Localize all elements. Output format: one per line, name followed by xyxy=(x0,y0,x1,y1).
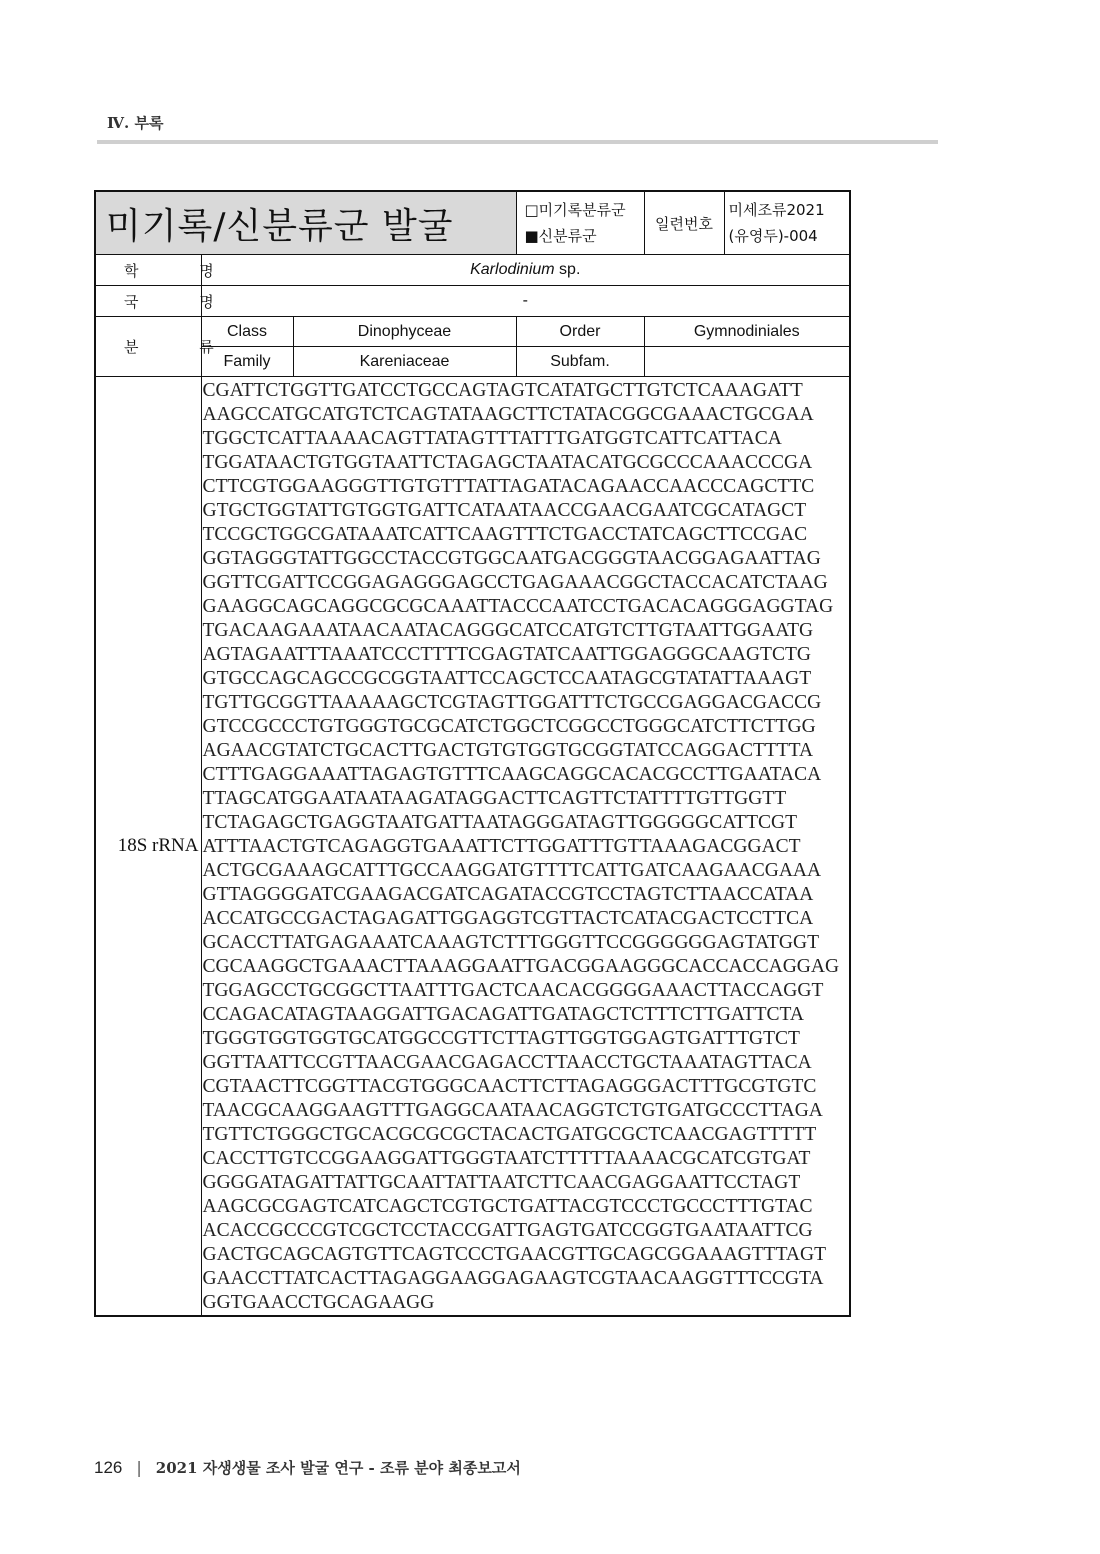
order-label: Order xyxy=(516,317,644,347)
sequence-line: CACCTTGTCCGGAAGGATTGGGTAATCTTTTTAAAACGCATCGTGAT xyxy=(202,1148,811,1169)
sequence-line: TGGATAACTGTGGTAATTCTAGAGCTAATACATGCGCCCAAACCCGA xyxy=(202,452,813,473)
sequence-line: CCAGACATAGTAAGGATTGACAGATTGATAGCTCTTTCTTGATTCTA xyxy=(202,1004,804,1025)
family-value: Kareniaceae xyxy=(293,347,516,377)
sequence-line: GTTAGGGGATCGAAGACGATCAGATACCGTCCTAGTCTTAACCATAA xyxy=(202,884,814,905)
sequence-line: ACTGCGAAAGCATTTGCCAAGGATGTTTTCATTGATCAAGAACGAAA xyxy=(202,860,822,881)
sequence-line: TAACGCAAGGAAGTTTGAGGCAATAACAGGTCTGTGATGCCCTTAGA xyxy=(202,1100,823,1121)
classification-label: 분 류 xyxy=(95,317,201,377)
sci-name-value xyxy=(201,255,850,286)
sequence-line: GTCCGCCCTGTGGGTGCGCATCTGGCTCGGCCTGGGCATCTTCTTGG xyxy=(202,716,816,737)
sequence-line: GGGGATAGATTATTGCAATTATTAATCTTCAACGAGGAATTCCTAGT xyxy=(202,1172,801,1193)
sequence-line: GAAGGCAGCAGGCGCGCAAATTACCCAATCCTGACACAGGGAGGTAG xyxy=(202,596,834,617)
page-footer xyxy=(94,1457,521,1478)
sci-name-rest: sp. xyxy=(554,261,581,278)
serial-value xyxy=(724,191,850,255)
sequence-label: 18S rRNA xyxy=(95,377,201,1317)
sequence-line: TGGAGCCTGCGGCTTAATTTGACTCAACACGGGGAAACTTACCAGGT xyxy=(202,980,824,1001)
sequence-line: GAACCTTATCACTTAGAGGAAGGAGAAGTCGTAACAAGGTTTCCGTA xyxy=(202,1268,824,1289)
sequence-line: TGGGTGGTGGTGCATGGCCGTTCTTAGTTGGTGGAGTGATTTGTCT xyxy=(202,1028,800,1049)
family-label: Family xyxy=(201,347,293,377)
footer-separator: | xyxy=(136,1458,142,1477)
sequence-line: TTAGCATGGAATAATAAGATAGGACTTCAGTTCTATTTTGTTGGTT xyxy=(202,788,787,809)
footer-title: 2021 자생생물 조사 발굴 연구 - 조류 분야 최종보고서 xyxy=(155,1459,521,1477)
class-value: Dinophyceae xyxy=(293,317,516,347)
sequence-line: GACTGCAGCAGTGTTCAGTCCCTGAACGTTGCAGCGGAAAGTTTAGT xyxy=(202,1244,826,1265)
sequence-line: ATTTAACTGTCAGAGGTGAAATTCTTGGATTTGTTAAAGACGGACT xyxy=(202,836,801,857)
sequence-block xyxy=(201,377,850,1317)
option-unrecorded: □미기록분류군 xyxy=(524,201,626,219)
sequence-line: TGACAAGAAATAACAATACAGGGCATCCATGTCTTGTAATTGGAATG xyxy=(202,620,814,641)
taxon-record-table xyxy=(94,190,851,1317)
taxon-type-options xyxy=(516,191,644,255)
sequence-line: ACACCGCCCGTCGCTCCTACCGATTGAGTGATCCGGTGAATAATTCG xyxy=(202,1220,813,1241)
sequence-line: CTTCGTGGAAGGGTTGTGTTTATTAGATACAGAACCAACCCAGCTTC xyxy=(202,476,815,497)
sequence-line: GGTTAATTCCGTTAACGAACGAGACCTTAACCTGCTAAATAGTTACA xyxy=(202,1052,812,1073)
page-number: 126 xyxy=(94,1458,123,1477)
korean-name-value: - xyxy=(201,286,850,317)
form-title: 미기록/신분류군 발굴 xyxy=(95,191,516,255)
sequence-line: TGTTGCGGTTAAAAAGCTCGTAGTTGGATTTCTGCCGAGGACGACCG xyxy=(202,692,822,713)
sequence-line: GTGCTGGTATTGTGGTGATTCATAATAACCGAACGAATCGCATAGCT xyxy=(202,500,807,521)
subfam-label: Subfam. xyxy=(516,347,644,377)
sequence-line: CGATTCTGGTTGATCCTGCCAGTAGTCATATGCTTGTCTCAAAGATT xyxy=(202,380,803,401)
sequence-line: GGTTCGATTCCGGAGAGGGAGCCTGAGAAACGGCTACCACATCTAAG xyxy=(202,572,828,593)
sequence-line: TGTTCTGGGCTGCACGCGCGCTACACTGATGCGCTCAACGAGTTTTT xyxy=(202,1124,817,1145)
header-rule xyxy=(97,140,938,144)
sequence-line: AAGCCATGCATGTCTCAGTATAAGCTTCTATACGGCGAAACTGCGAA xyxy=(202,404,814,425)
sequence-line: AAGCGCGAGTCATCAGCTCGTGCTGATTACGTCCCTGCCCTTTGTAC xyxy=(202,1196,813,1217)
serial-line-1: 미세조류2021 xyxy=(728,201,825,219)
serial-label: 일련번호 xyxy=(644,191,724,255)
section-header: Ⅳ. 부록 xyxy=(107,114,164,132)
sequence-line: GGTGAACCTGCAGAAGG xyxy=(202,1292,435,1313)
sequence-line: TGGCTCATTAAAACAGTTATAGTTTATTTGATGGTCATTCATTACA xyxy=(202,428,782,449)
sequence-line: TCCGCTGGCGATAAATCATTCAAGTTTCTGACCTATCAGCTTCCGAC xyxy=(202,524,808,545)
sequence-line: AGTAGAATTTAAATCCCTTTTCGAGTATCAATTGGAGGGCAAGTCTG xyxy=(202,644,811,665)
korean-name-label: 국 명 xyxy=(95,286,201,317)
subfam-value xyxy=(644,347,850,377)
sequence-line: TCTAGAGCTGAGGTAATGATTAATAGGGATAGTTGGGGGCATTCGT xyxy=(202,812,797,833)
sequence-line: ACCATGCCGACTAGAGATTGGAGGTCGTTACTCATACGACTCCTTCA xyxy=(202,908,814,929)
sci-name-genus: Karlodinium xyxy=(470,261,555,278)
order-value: Gymnodiniales xyxy=(644,317,850,347)
sequence-line: GCACCTTATGAGAAATCAAAGTCTTTGGGTTCCGGGGGGAGTATGGT xyxy=(202,932,820,953)
sequence-line: CGTAACTTCGGTTACGTGGGCAACTTCTTAGAGGGACTTTGCGTGTC xyxy=(202,1076,817,1097)
sequence-line: CGCAAGGCTGAAACTTAAAGGAATTGACGGAAGGGCACCACCAGGAG xyxy=(202,956,840,977)
option-new: ■신분류군 xyxy=(524,227,597,245)
sci-name-label: 학 명 xyxy=(95,255,201,286)
sequence-line: AGAACGTATCTGCACTTGACTGTGTGGTGCGGTATCCAGGACTTTTA xyxy=(202,740,814,761)
class-label: Class xyxy=(201,317,293,347)
sequence-line: CTTTGAGGAAATTAGAGTGTTTCAAGCAGGCACACGCCTTGAATACA xyxy=(202,764,822,785)
sequence-line: GGTAGGGTATTGGCCTACCGTGGCAATGACGGGTAACGGAGAATTAG xyxy=(202,548,821,569)
serial-line-2: (유영두)-004 xyxy=(728,227,818,245)
sequence-line: GTGCCAGCAGCCGCGGTAATTCCAGCTCCAATAGCGTATATTAAAGT xyxy=(202,668,812,689)
